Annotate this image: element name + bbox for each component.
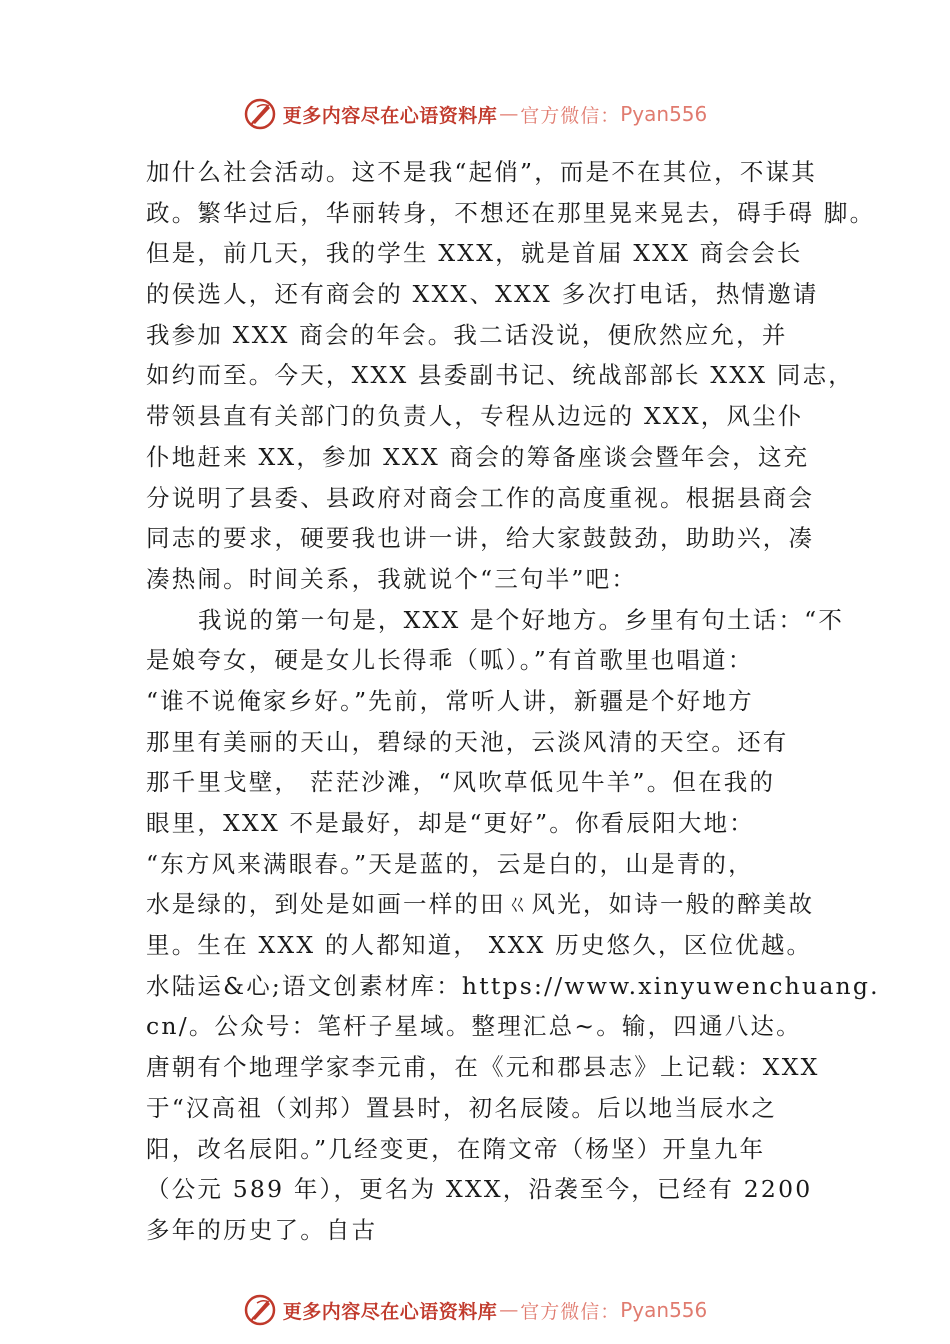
text-line: “谁不说俺家乡好。”先前，常听人讲，新疆是个好地方 [146,686,754,715]
text-line: 我说的第一句是，XXX 是个好地方。乡里有句土话：“不 [198,605,845,634]
text-line: 水陆运&心;语文创素材库：https://www.xinyuwenchuang. [146,971,880,1000]
text-line: cn/。公众号：笔杆子星域。整理汇总~。输，四通八达。 [146,1012,802,1041]
document-body [146,152,880,1251]
text-line: 政。繁华过后，华丽转身，不想还在那里晃来晃去，碍手碍 脚。 [146,198,876,227]
footer-banner [0,1290,950,1330]
paragraph-1 [146,152,876,600]
text-line: “东方风来满眼春。”天是蓝的，云是白的，山是青的， [146,849,754,878]
header-wechat-label: 官方微信： [520,104,621,127]
header-dash: — [499,103,519,125]
paragraph-2 [146,600,880,1251]
text-line: 同志的要求，硬要我也讲一讲，给大家鼓鼓劲，助助兴，凑 [146,524,815,553]
text-line: 但是，前几天，我的学生 XXX，就是首届 XXX 商会会长 [146,239,803,268]
text-line: 仆地赶来 XX，参加 XXX 商会的筹备座谈会暨年会，这充 [146,442,810,471]
text-line: 加什么社会活动。这不是我“起俏”，而是不在其位，不谋其 [146,158,817,186]
text-line: 里。生在 XXX 的人都知道， XXX 历史悠久，区位优越。 [146,931,813,960]
footer-wechat-id: Pyan556 [620,1298,708,1322]
footer-brand-text: 更多内容尽在心语资料库 [282,1300,498,1323]
text-line: （公元 589 年），更名为 XXX，沿袭至今，已经有 2200 [146,1175,813,1204]
text-line: 分说明了县委、县政府对商会工作的高度重视。根据县商会 [146,483,815,512]
text-line: 水是绿的，到处是如画一样的田ㄍ风光，如诗一般的醉美故 [146,890,815,919]
footer-wechat-label: 官方微信： [520,1300,621,1323]
quill-pen-logo-icon [243,97,277,131]
header-banner [0,94,950,134]
text-line: 那里有美丽的天山，碧绿的天池，云淡风清的天空。还有 [146,727,789,756]
text-line: 眼里，XXX 不是最好，却是“更好”。你看辰阳大地： [146,809,755,837]
text-line: 唐朝有个地理学家李元甫，在《元和郡县志》上记载：XXX [146,1053,820,1082]
quill-pen-logo-icon [243,1293,277,1327]
text-line: 是娘夸女，硬是女儿长得乖（呱）。”有首歌里也唱道： [146,646,754,675]
text-line: 于“汉高祖（刘邦）置县时，初名辰陵。后以地当辰水之 [146,1093,778,1122]
text-line: 那千里戈壁， 茫茫沙滩，“风吹草低见牛羊”。但在我的 [146,768,776,797]
text-line: 我参加 XXX 商会的年会。我二话没说，便欣然应允，并 [146,320,788,349]
header-brand-text: 更多内容尽在心语资料库 [282,104,498,127]
text-line: 阳，改名辰阳。”几经变更，在隋文帝（杨坚）开皇九年 [146,1134,766,1163]
text-line: 凑热闹。时间关系，我就说个“三句半”吧： [146,564,638,593]
footer-dash: — [499,1299,519,1321]
text-line: 多年的历史了。自古 [146,1215,378,1244]
header-wechat-id: Pyan556 [620,102,708,126]
text-line: 如约而至。今天，XXX 县委副书记、统战部部长 XXX 同志， [146,361,854,390]
text-line: 带领县直有关部门的负责人，专程从边远的 XXX，风尘仆 [146,402,804,431]
text-line: 的侯选人，还有商会的 XXX、XXX 多次打电话，热情邀请 [146,280,819,309]
